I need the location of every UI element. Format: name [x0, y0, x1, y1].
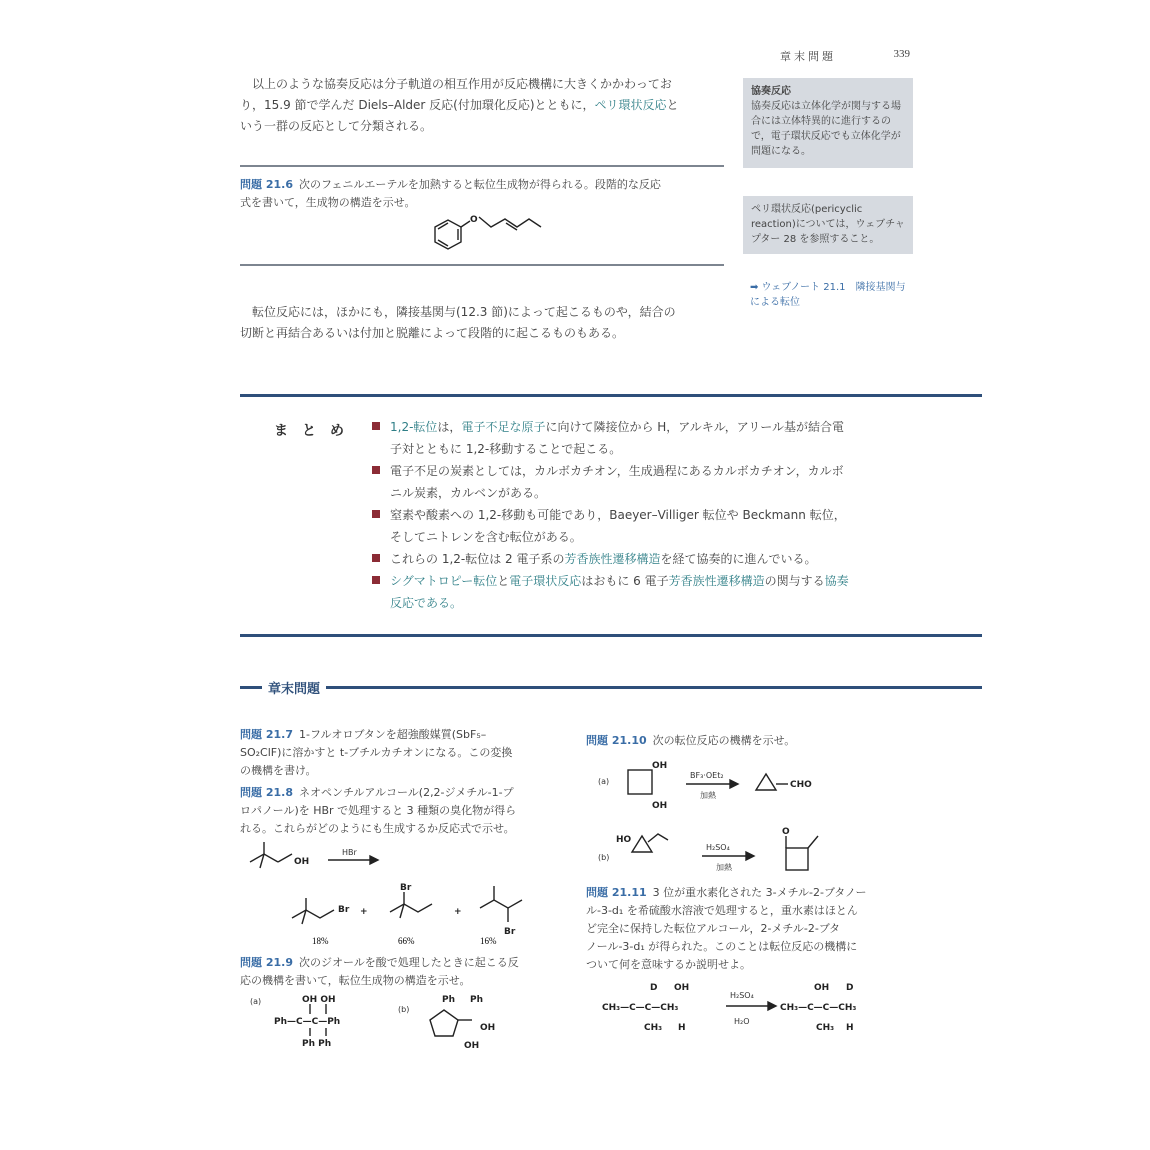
svg-text:OH: OH: [814, 983, 830, 993]
sidebar-box-pericyclic: [743, 196, 913, 254]
bullet-square: [372, 554, 380, 562]
term-electrocyclic: 電子環状反応: [509, 574, 582, 588]
summary-bullet-3: [372, 504, 932, 548]
summary-bullet-2: [372, 460, 932, 504]
b1-line2: 子対とともに 1,2-移動することで起こる。: [390, 442, 622, 456]
problem-21-6-label: 問題 21.6: [240, 178, 293, 191]
svg-text:Br: Br: [504, 927, 516, 937]
svg-text:CH₃: CH₃: [816, 1023, 835, 1033]
p10-a-label: (a): [598, 777, 610, 786]
problem-21-11-scheme: [600, 980, 900, 1040]
sidebar-box1-title: 協奏反応: [751, 86, 791, 97]
svg-text:OH: OH: [652, 761, 668, 771]
problem-21-11: [586, 884, 916, 974]
section-title: 章末問題: [262, 682, 326, 697]
svg-text:H: H: [846, 1023, 854, 1033]
problem-21-6-text2: 式を書いて，生成物の構造を示せ。: [240, 196, 416, 209]
yield-1: 18%: [312, 936, 329, 946]
svg-text:Br: Br: [400, 883, 412, 893]
p10-b-label: (b): [598, 853, 610, 862]
b2-line2: ニル炭素，カルベンがある。: [390, 486, 547, 500]
svg-text:D: D: [650, 983, 658, 993]
term-12-shift: 1,2-転位: [390, 420, 438, 434]
svg-text:+: +: [454, 907, 462, 917]
svg-text:OH: OH: [652, 801, 668, 811]
svg-text:OH: OH: [294, 857, 310, 867]
problem-21-10-schemes: [592, 756, 922, 886]
para2-line-1: 転位反応には，ほかにも，隣接基関与(12.3 節)によって起こるものや，結合の: [252, 305, 676, 319]
term-pericyclic: ペリ環状反応: [594, 98, 667, 112]
svg-text:CH₃—C—C—CH₃: CH₃—C—C—CH₃: [602, 1003, 679, 1013]
summary-bottom-rule: [240, 634, 982, 637]
header-title: 章末問題: [780, 50, 836, 63]
cond-heat-a: 加熱: [700, 791, 716, 800]
p21-7-line1: 1-フルオロブタンを超強酸媒質(SbF₅–: [298, 728, 487, 741]
paragraph-2: [240, 302, 730, 344]
reagent-h2so4: H₂SO₄: [706, 843, 730, 852]
svg-text:O: O: [470, 215, 478, 225]
p21-7-line3: の機構を書け。: [240, 764, 317, 777]
svg-text:Ph—C—C—Ph: Ph—C—C—Ph: [274, 1017, 341, 1027]
svg-text:Ph: Ph: [470, 995, 484, 1005]
b4-c: を経て協奏的に進んでいる。: [660, 552, 817, 566]
svg-text:+: +: [360, 907, 368, 917]
sidebar-box-concerted: [743, 78, 913, 168]
b4-a: これらの 1,2-転位は 2 電子系の: [390, 552, 565, 566]
p21-10-line1: 次の転位反応の機構を示せ。: [652, 734, 796, 747]
section-header: [262, 678, 326, 697]
term-aromatic-ts: 芳香族性遷移構造: [564, 552, 661, 566]
running-header: [780, 48, 910, 64]
intro-line-3: いう一群の反応として分類される。: [240, 119, 433, 133]
problem-21-10-label: 問題 21.10: [586, 734, 647, 747]
svg-text:OH: OH: [464, 1041, 480, 1051]
problem-21-9-label: 問題 21.9: [240, 956, 293, 969]
phenyl-ether-structure: [415, 205, 565, 265]
svg-text:D: D: [846, 983, 854, 993]
page-number: 339: [893, 48, 910, 60]
p21-11-line2: ル-3-d₁ を希硫酸水溶液で処理すると，重水素はほとん: [586, 904, 858, 917]
cond-heat-b: 加熱: [716, 863, 732, 872]
term-electron-deficient: 電子不足な原子: [461, 420, 546, 434]
svg-text:H: H: [678, 1023, 686, 1033]
svg-text:OH OH: OH OH: [302, 995, 336, 1005]
section-rule: [240, 686, 982, 689]
p21-8-line3: れる。これらがどのようにも生成するか反応式で示せ。: [240, 822, 515, 835]
svg-text:Ph: Ph: [442, 995, 456, 1005]
sidebar-box1-body: 協奏反応は立体化学が関与する場合には立体特異的に進行するので，電子環状反応でも立体化学が問題になる。: [751, 101, 901, 157]
yield-2: 66%: [398, 936, 415, 946]
term-aromatic-ts-2: 芳香族性遷移構造: [668, 574, 765, 588]
intro-line-1: 以上のような協奏反応は分子軌道の相互作用が反応機構に大きくかかわってお: [252, 77, 672, 91]
bullet-square: [372, 576, 380, 584]
problem-21-9-structures: [244, 990, 574, 1060]
yield-3: 16%: [480, 936, 497, 946]
bullet-square: [372, 510, 380, 518]
intro-line-2a: り，15.9 節で学んだ Diels–Alder 反応(付加環化反応)とともに，: [240, 98, 595, 112]
product-cho: CHO: [790, 780, 812, 790]
problem-21-8: [240, 784, 570, 838]
hbr-reagent: HBr: [342, 848, 357, 857]
para2-line-2: 切断と再結合あるいは付加と脱離によって段階的に起こるものもある。: [240, 326, 625, 340]
svg-text:HO: HO: [616, 835, 632, 845]
p21-9-line1: 次のジオールを酸で処理したときに起こる反: [298, 956, 519, 969]
term-concerted: 協奏: [824, 574, 849, 588]
b1-d: に向けて隣接位から H，アルキル，アリール基が結合電: [545, 420, 845, 434]
p21-7-line2: SO₂ClF)に溶かすと t-ブチルカチオンになる。この変換: [240, 746, 513, 759]
p21-9-line2: 応の機構を書いて，転位生成物の構造を示せ。: [240, 974, 471, 987]
b5-f: の関与する: [764, 574, 825, 588]
svg-text:CH₃—C—C—CH₃: CH₃—C—C—CH₃: [780, 1003, 857, 1013]
part-b-label: (b): [398, 1005, 410, 1014]
summary-title: まとめ: [274, 423, 358, 439]
web-note-link[interactable]: ➡ ウェブノート 21.1 隣接基関与による転位: [750, 282, 906, 308]
svg-text:OH: OH: [674, 983, 690, 993]
p21-11-line4: ノール-3-d₁ が得られた。このことは転位反応の機構に: [586, 940, 858, 953]
summary-bullet-4: [372, 548, 932, 570]
bullet-square: [372, 466, 380, 474]
b5-d: はおもに 6 電子: [581, 574, 669, 588]
b5-b: と: [497, 574, 510, 588]
intro-paragraph: [240, 74, 730, 137]
b2-line1: 電子不足の炭素としては，カルボカチオン，生成過程にあるカルボカチオン，カルボ: [390, 464, 844, 478]
problem-box-top-rule: [240, 165, 724, 167]
cond-water: H₂O: [734, 1017, 750, 1026]
intro-line-2: [240, 95, 730, 116]
summary-bullet-1: [372, 416, 932, 460]
problem-21-10: [586, 732, 916, 750]
intro-line-2c: と: [666, 98, 679, 112]
problem-21-11-label: 問題 21.11: [586, 886, 647, 899]
summary-top-rule: [240, 394, 982, 397]
p21-8-line1: ネオペンチルアルコール(2,2-ジメチル-1-プ: [298, 786, 514, 799]
p21-8-line2: ロパノール)を HBr で処理すると 3 種類の臭化物が得ら: [240, 804, 517, 817]
p21-11-line3: ど完全に保持した転位アルコール，2-メチル-2-ブタ: [586, 922, 841, 935]
problem-21-8-scheme: [240, 840, 570, 950]
problem-21-6-text1: 次のフェニルエーテルを加熱すると転位生成物が得られる。段階的な反応: [298, 178, 661, 191]
p21-11-line5: ついて何を意味するか説明せよ。: [586, 958, 751, 971]
reagent-bf3: BF₃·OEt₂: [690, 771, 724, 780]
sidebar-box2-body: ペリ環状反応(pericyclic reaction)については，ウェブチャプター 28 を参照すること。: [751, 204, 905, 245]
b1-b: は，: [437, 420, 462, 434]
svg-text:CH₃: CH₃: [644, 1023, 663, 1033]
reagent-h2so4-2: H₂SO₄: [730, 991, 754, 1000]
svg-text:Ph Ph: Ph Ph: [302, 1039, 332, 1049]
problem-21-7-label: 問題 21.7: [240, 728, 293, 741]
problem-21-8-label: 問題 21.8: [240, 786, 293, 799]
svg-text:O: O: [782, 827, 790, 837]
p21-11-line1: 3 位が重水素化された 3-メチル-2-ブタノー: [652, 886, 867, 899]
problem-box-bottom-rule: [240, 264, 724, 266]
svg-text:OH: OH: [480, 1023, 496, 1033]
b5-line2: 反応である。: [390, 596, 463, 610]
part-a-label: (a): [250, 997, 262, 1006]
problem-21-7: [240, 726, 570, 780]
svg-text:Br: Br: [338, 905, 350, 915]
bullet-square: [372, 422, 380, 430]
summary-bullet-5: [372, 570, 932, 614]
b3-line1: 窒素や酸素への 1,2-移動も可能であり，Baeyer–Villiger 転位や Beckmann 転位，: [390, 508, 846, 522]
problem-21-9: [240, 954, 570, 990]
summary-list: [372, 416, 932, 614]
b3-line2: そしてニトレンを含む転位がある。: [390, 530, 582, 544]
term-sigmatropic: シグマトロピー転位: [390, 574, 498, 588]
